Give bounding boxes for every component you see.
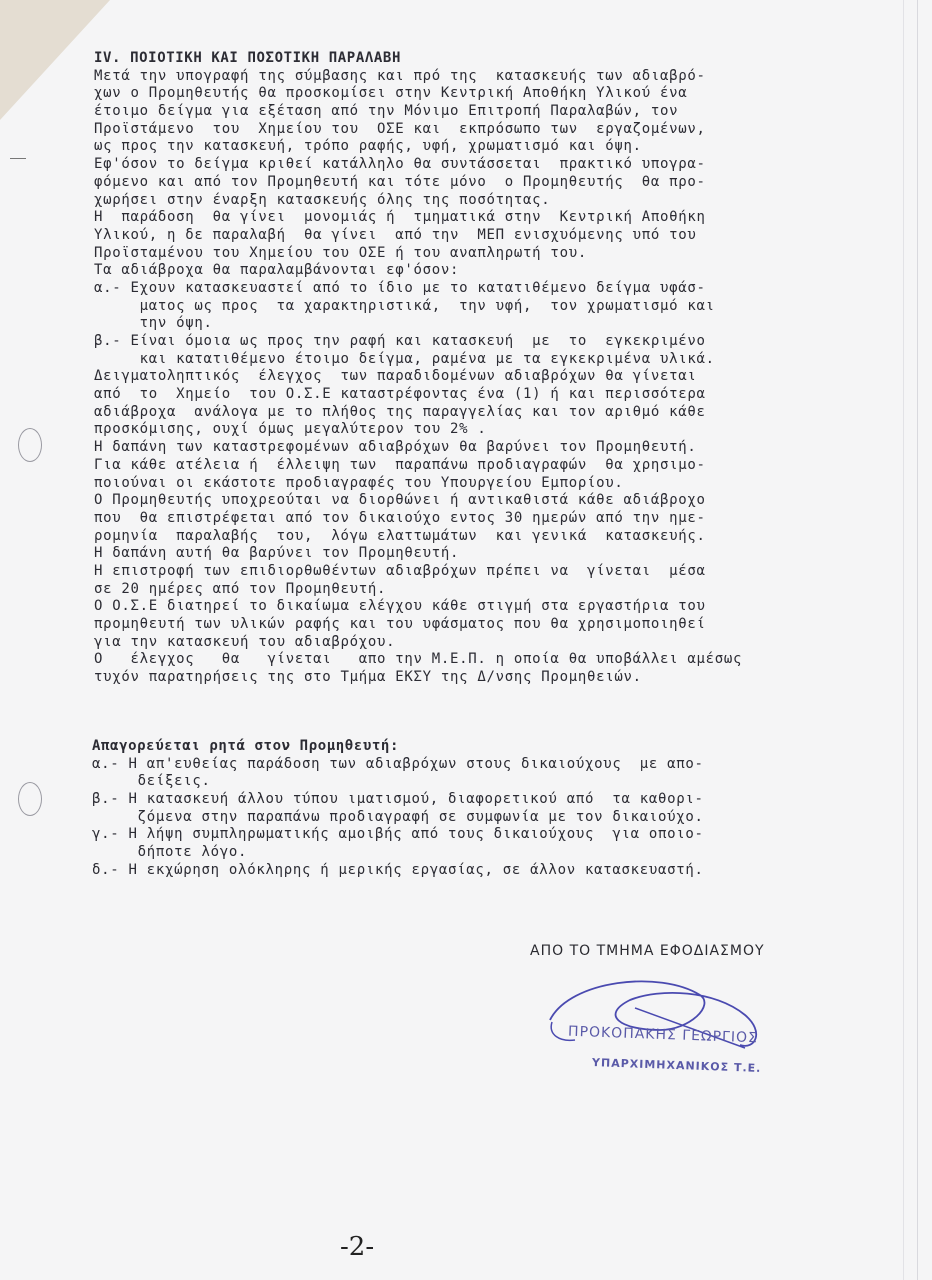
text-line: χωρήσει στην έναρξη κατασκευής όλης της ποσότητας.	[94, 191, 551, 208]
section-quality-receipt	[94, 50, 854, 687]
text-line: Μετά την υπογραφή της σύμβασης και πρό της κατασκευής των αδιαβρό-	[94, 67, 706, 84]
text-line: ζόμενα στην παραπάνω προδιαγραφή σε συμφωνία με τον δικαιούχο.	[92, 808, 704, 825]
text-line: Η δαπάνη των καταστρεφομένων αδιαβρόχων θα βαρύνει τον Προμηθευτή.	[94, 439, 697, 456]
page-edge	[903, 0, 904, 1280]
margin-mark	[10, 158, 26, 159]
text-line: ποιούναι οι εκάστοτε προδιαγραφές του Υπουργείου Εμπορίου.	[94, 474, 624, 491]
text-line: από το Χημείο του Ο.Σ.Ε καταστρέφοντας ένα (1) ή και περισσότερα	[94, 386, 706, 403]
stamp-title: ΥΠΑΡΧΙΜΗΧΑΝΙΚΟΣ Τ.Ε.	[591, 1056, 762, 1075]
text-line: τυχόν παρατηρήσεις της στο Τμήμα ΕΚΣΥ της Δ/νσης Προμηθειών.	[94, 669, 642, 686]
text-line: Ο έλεγχος θα γίνεται απο την Μ.Ε.Π. η οποία θα υποβάλλει αμέσως	[94, 651, 743, 668]
text-line: δήποτε λόγο.	[92, 844, 248, 861]
text-line: δ.- Η εκχώρηση ολόκληρης ή μερικής εργασίας, σε άλλον κατασκευαστή.	[92, 861, 704, 878]
punch-hole	[18, 428, 42, 462]
text-line: προσκόμισης, ουχί όμως μεγαλύτερον του 2% .	[94, 421, 487, 438]
department-label: ΑΠΟ ΤΟ ΤΜΗΜΑ ΕΦΟΔΙΑΣΜΟΥ	[530, 943, 765, 959]
text-line: ως προς την κατασκευή, τρόπο ραφής, υφή, χρωματισμό και όψη.	[94, 138, 642, 155]
text-line: Η παράδοση θα γίνει μονομιάς ή τμηματικά στην Κεντρική Αποθήκη	[94, 209, 706, 226]
stamp-name: ΠΡΟΚΟΠΑΚΗΣ ΓΕΩΡΓΙΟΣ	[567, 1023, 759, 1047]
text-line: Για κάθε ατέλεια ή έλλειψη των παραπάνω προδιαγραφών θα χρησιμο-	[94, 456, 706, 473]
text-line: α.- Εχουν κατασκευαστεί από το ίδιο με το κατατιθέμενο δείγμα υφάσ-	[94, 279, 706, 296]
prohibitions-heading: Απαγορεύεται ρητά στον Προμηθευτή:	[92, 738, 399, 754]
text-line: δείξεις.	[92, 773, 211, 790]
text-line: ρομηνία παραλαβής του, λόγω ελαττωμάτων και γενικά κατασκευής.	[94, 527, 706, 544]
text-line: ματος ως προς τα χαρακτηριστικά, την υφή, τον χρωματισμό και	[94, 297, 715, 314]
text-line: προμηθευτή των υλικών ραφής και του υφάσματος που θα χρησιμοποιηθεί	[94, 616, 706, 632]
text-line: Η επιστροφή των επιδιορθωθέντων αδιαβρόχων πρέπει να γίνεται μέσα	[94, 562, 706, 579]
text-line: και κατατιθέμενο έτοιμο δείγμα, ραμένα με τα εγκεκριμένα υλικά.	[94, 350, 715, 367]
text-line: Δειγματοληπτικός έλεγχος των παραδιδομένων αδιαβρόχων θα γίνεται	[94, 368, 697, 385]
text-line: Προϊστάμενο του Χημείου του ΟΣΕ και εκπρόσωπο των εργαζομένων,	[94, 120, 706, 137]
text-line: Η δαπάνη αυτή θα βαρύνει τον Προμηθευτή.	[94, 545, 460, 562]
text-line: α.- Η απ'ευθείας παράδοση των αδιαβρόχων στους δικαιούχους με απο-	[92, 755, 704, 772]
text-line: γ.- Η λήψη συμπληρωματικής αμοιβής από τους δικαιούχους για οποιο-	[92, 826, 704, 843]
text-line: Υλικού, η δε παραλαβή θα γίνει από την ΜΕΠ ενισχυόμενης υπό του	[94, 226, 697, 243]
text-line: β.- Η κατασκευή άλλου τύπου ιματισμού, διαφορετικού από τα καθορι-	[92, 791, 704, 808]
text-line: Προϊσταμένου του Χημείου του ΟΣΕ ή του αναπληρωτή του.	[94, 244, 587, 261]
text-line: Τα αδιάβροχα θα παραλαμβάνονται εφ'όσον:	[94, 262, 460, 279]
punch-hole	[18, 782, 42, 816]
text-line: που θα επιστρέφεται από τον δικαιούχο εντος 30 ημερών από την ημε-	[94, 509, 706, 526]
page-number: -2-	[340, 1232, 375, 1262]
text-line: Ο Ο.Σ.Ε διατηρεί το δικαίωμα ελέγχου κάθε στιγμή στα εργαστήρια του	[94, 598, 706, 615]
text-line: Εφ'όσον το δείγμα κριθεί κατάλληλο θα συντάσσεται πρακτικό υπογρα-	[94, 156, 706, 173]
text-line: την όψη.	[94, 315, 213, 332]
text-line: Ο Προμηθευτής υποχρεούται να διορθώνει ή αντικαθιστά κάθε αδιάβροχο	[94, 492, 706, 509]
text-line: φόμενο και από τον Προμηθευτή και τότε μόνο ο Προμηθευτής θα προ-	[94, 173, 706, 190]
text-line: έτοιμο δείγμα για εξέταση από την Μόνιμο Επιτροπή Παραλαβών, τον	[94, 103, 679, 120]
text-line: για την κατασκευή του αδιαβρόχου.	[94, 633, 396, 650]
text-line: αδιάβροχα ανάλογα με το πλήθος της παραγγελίας και τον αριθμό κάθε	[94, 403, 706, 420]
section-prohibitions	[92, 738, 852, 880]
text-line: σε 20 ημέρες από τον Προμηθευτή.	[94, 580, 387, 597]
page-edge	[917, 0, 918, 1280]
text-line: χων ο Προμηθευτής θα προσκομίσει στην Κεντρική Αποθήκη Υλικού ένα	[94, 85, 688, 102]
section-heading: IV. ΠΟΙΟΤΙΚΗ ΚΑΙ ΠΟΣΟΤΙΚΗ ΠΑΡΑΛΑΒΗ	[94, 50, 401, 66]
text-line: β.- Είναι όμοια ως προς την ραφή και κατασκευή με το εγκεκριμένο	[94, 333, 706, 349]
